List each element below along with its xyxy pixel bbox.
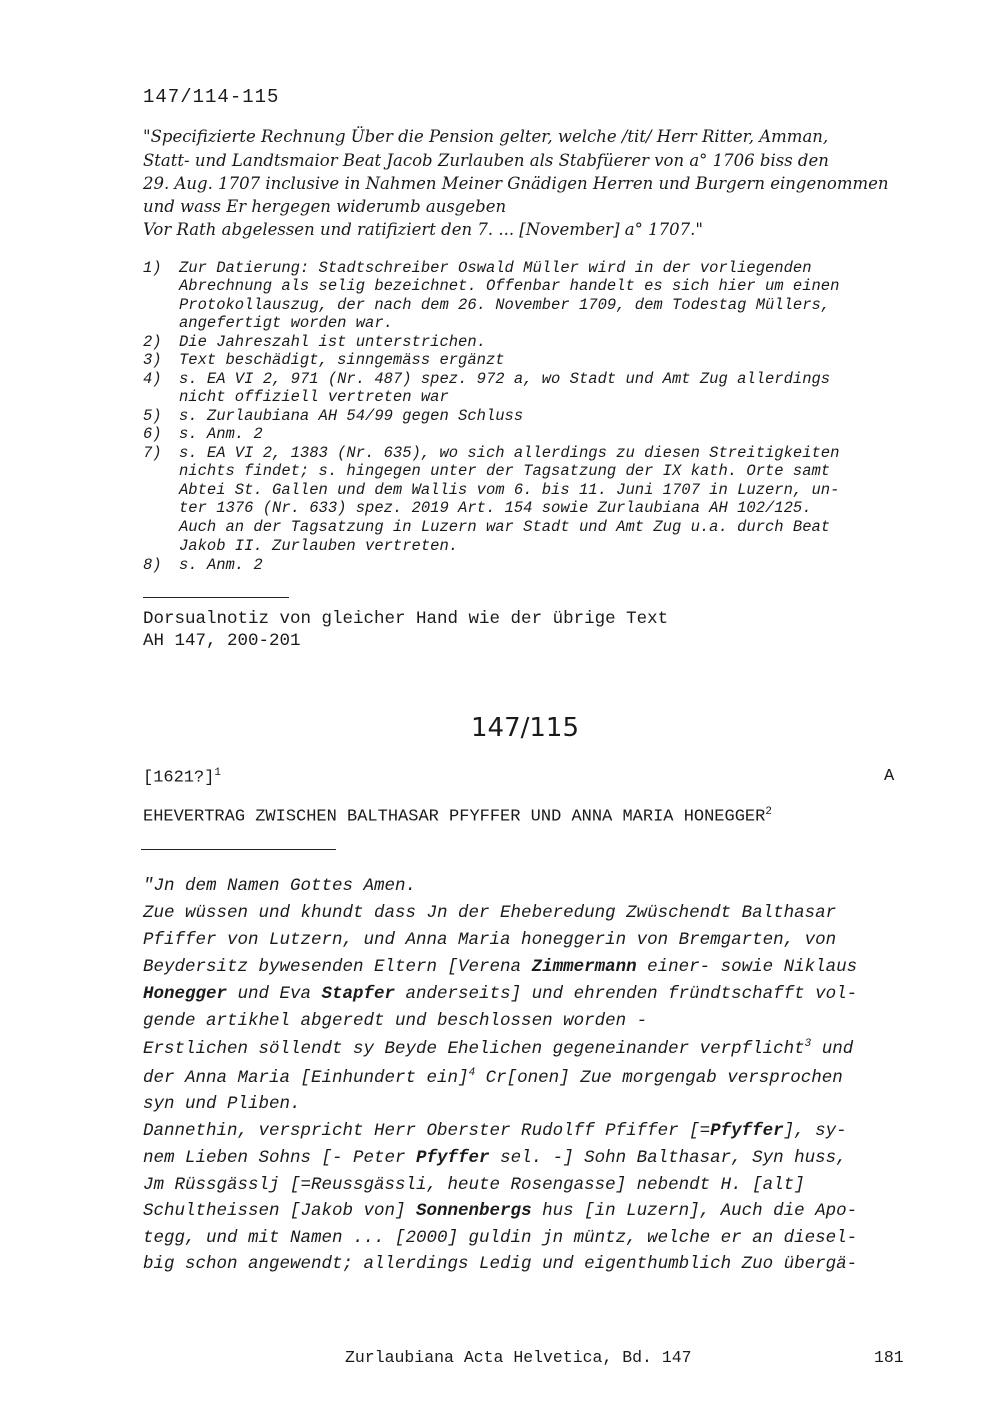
footnote-6: 6) s. Anm. 2 [143,425,263,443]
body-line: gende artikhel abgeredt und beschlossen worden - [143,1011,648,1031]
archive-reference: AH 147, 200-201 [143,631,301,651]
date-line: [1621?]$^1$ [143,767,222,788]
quote-line: Vor Rath abgelessen und ratifiziert den 7. ... [November] a° 1707." [143,220,703,239]
document-type-letter: A [884,767,895,786]
body-line: Honegger und Eva Stapfer anderseits] und ehrenden fründtschafft vol- [143,984,858,1004]
footnote-line: nichts findet; s. hingegen unter der Tagsatzung der IX kath. Orte samt [179,462,831,480]
body-line: Dannethin, verspricht Herr Oberster Rudolff Pfiffer [=Pfyffer], sy- [143,1121,847,1141]
body-line: nem Lieben Sohns [- Peter Pfyffer sel. -] Sohn Balthasar, Syn huss, [143,1148,847,1168]
footnote-5: 5) s. Zurlaubiana AH 54/99 gegen Schluss [143,407,524,425]
footnote-line: Auch an der Tagsatzung in Luzern war Stadt und Amt Zug u.a. durch Beat [179,518,831,536]
body-line: big schon angewendt; allerdings Ledig und eigenthumblich Zuo übergä- [143,1254,858,1274]
body-line: Schultheissen [Jakob von] Sonnenbergs hus [in Luzern], Auch die Apo- [143,1201,858,1221]
footnote-3: 3) Text beschädigt, sinngemäss ergänzt [143,351,505,369]
footnote-4: 4) s. EA VI 2, 971 (Nr. 487) spez. 972 a, wo Stadt und Amt Zug allerdings [143,370,831,388]
quote-line: "Specifizierte Rechnung Über die Pension gelter, welche /tit/ Herr Ritter, Amman, [143,127,829,146]
body-line: Jm Rüssgässlj [=Reussgässli, heute Rosengasse] nebendt H. [alt] [143,1175,805,1195]
footnote-line: Protokollauszug, der nach dem 26. November 1709, dem Todestag Müllers, [179,296,831,314]
body-line: "Jn dem Namen Gottes Amen. [143,876,417,896]
footnote-line: angefertigt worden war. [179,314,393,332]
footnote-line: Abrechnung als selig bezeichnet. Offenbar handelt es sich hier um einen [179,277,840,295]
body-line: Erstlichen söllendt sy Beyde Ehelichen gegeneinander verpflicht$^3$ und [143,1038,854,1059]
page-number: 181 [874,1348,904,1367]
quote-line: und wass Er hergegen widerumb ausgeben [143,197,507,216]
body-line: syn und Pliben. [143,1094,301,1114]
footnote-1: 1) Zur Datierung: Stadtschreiber Oswald Müller wird in der vorliegenden [143,259,812,277]
footnote-line: Jakob II. Zurlauben vertreten. [179,537,459,555]
body-line: tegg, und mit Namen ... [2000] guldin jn müntz, welche er an diesel- [143,1228,858,1248]
body-line: Beydersitz bywesenden Eltern [Verena Zimmermann einer- sowie Niklaus [143,957,858,977]
footnote-8: 8) s. Anm. 2 [143,556,263,574]
footnote-line: nicht offiziell vertreten war [179,388,449,406]
document-title: EHEVERTRAG ZWISCHEN BALTHASAR PFYFFER UND ANNA MARIA HONEGGER$^2$ [143,806,772,827]
separator-rule [141,849,336,850]
body-line: der Anna Maria [Einhundert ein]$^4$ Cr[onen] Zue morgengab versprochen [143,1067,843,1088]
separator-rule [143,597,289,598]
body-line: Zue wüssen und khundt dass Jn der Eheberedung Zwüschendt Balthasar [143,903,837,923]
footer-publication-title: Zurlaubiana Acta Helvetica, Bd. 147 [345,1348,692,1367]
dorsual-note: Dorsualnotiz von gleicher Hand wie der übrige Text [143,609,669,629]
quote-line: 29. Aug. 1707 inclusive in Nahmen Meiner Gnädigen Herren und Burgern eingenommen [143,174,889,193]
document-reference: 147/114-115 [143,86,280,108]
footnote-7: 7) s. EA VI 2, 1383 (Nr. 635), wo sich allerdings zu diesen Streitigkeiten [143,444,840,462]
document-number-heading: 147/115 [470,713,579,743]
footnote-line: ter 1376 (Nr. 633) spez. 2019 Art. 154 sowie Zurlaubiana AH 102/125. [179,499,812,517]
quote-line: Statt- und Landtsmaior Beat Jacob Zurlauben als Stabfüerer von a° 1706 biss den [143,151,829,170]
body-line: Pfiffer von Lutzern, und Anna Maria honeggerin von Bremgarten, von [143,930,837,950]
footnote-2: 2) Die Jahreszahl ist unterstrichen. [143,333,486,351]
footnote-line: Abtei St. Gallen und dem Wallis vom 6. bis 11. Juni 1707 in Luzern, un- [179,481,840,499]
